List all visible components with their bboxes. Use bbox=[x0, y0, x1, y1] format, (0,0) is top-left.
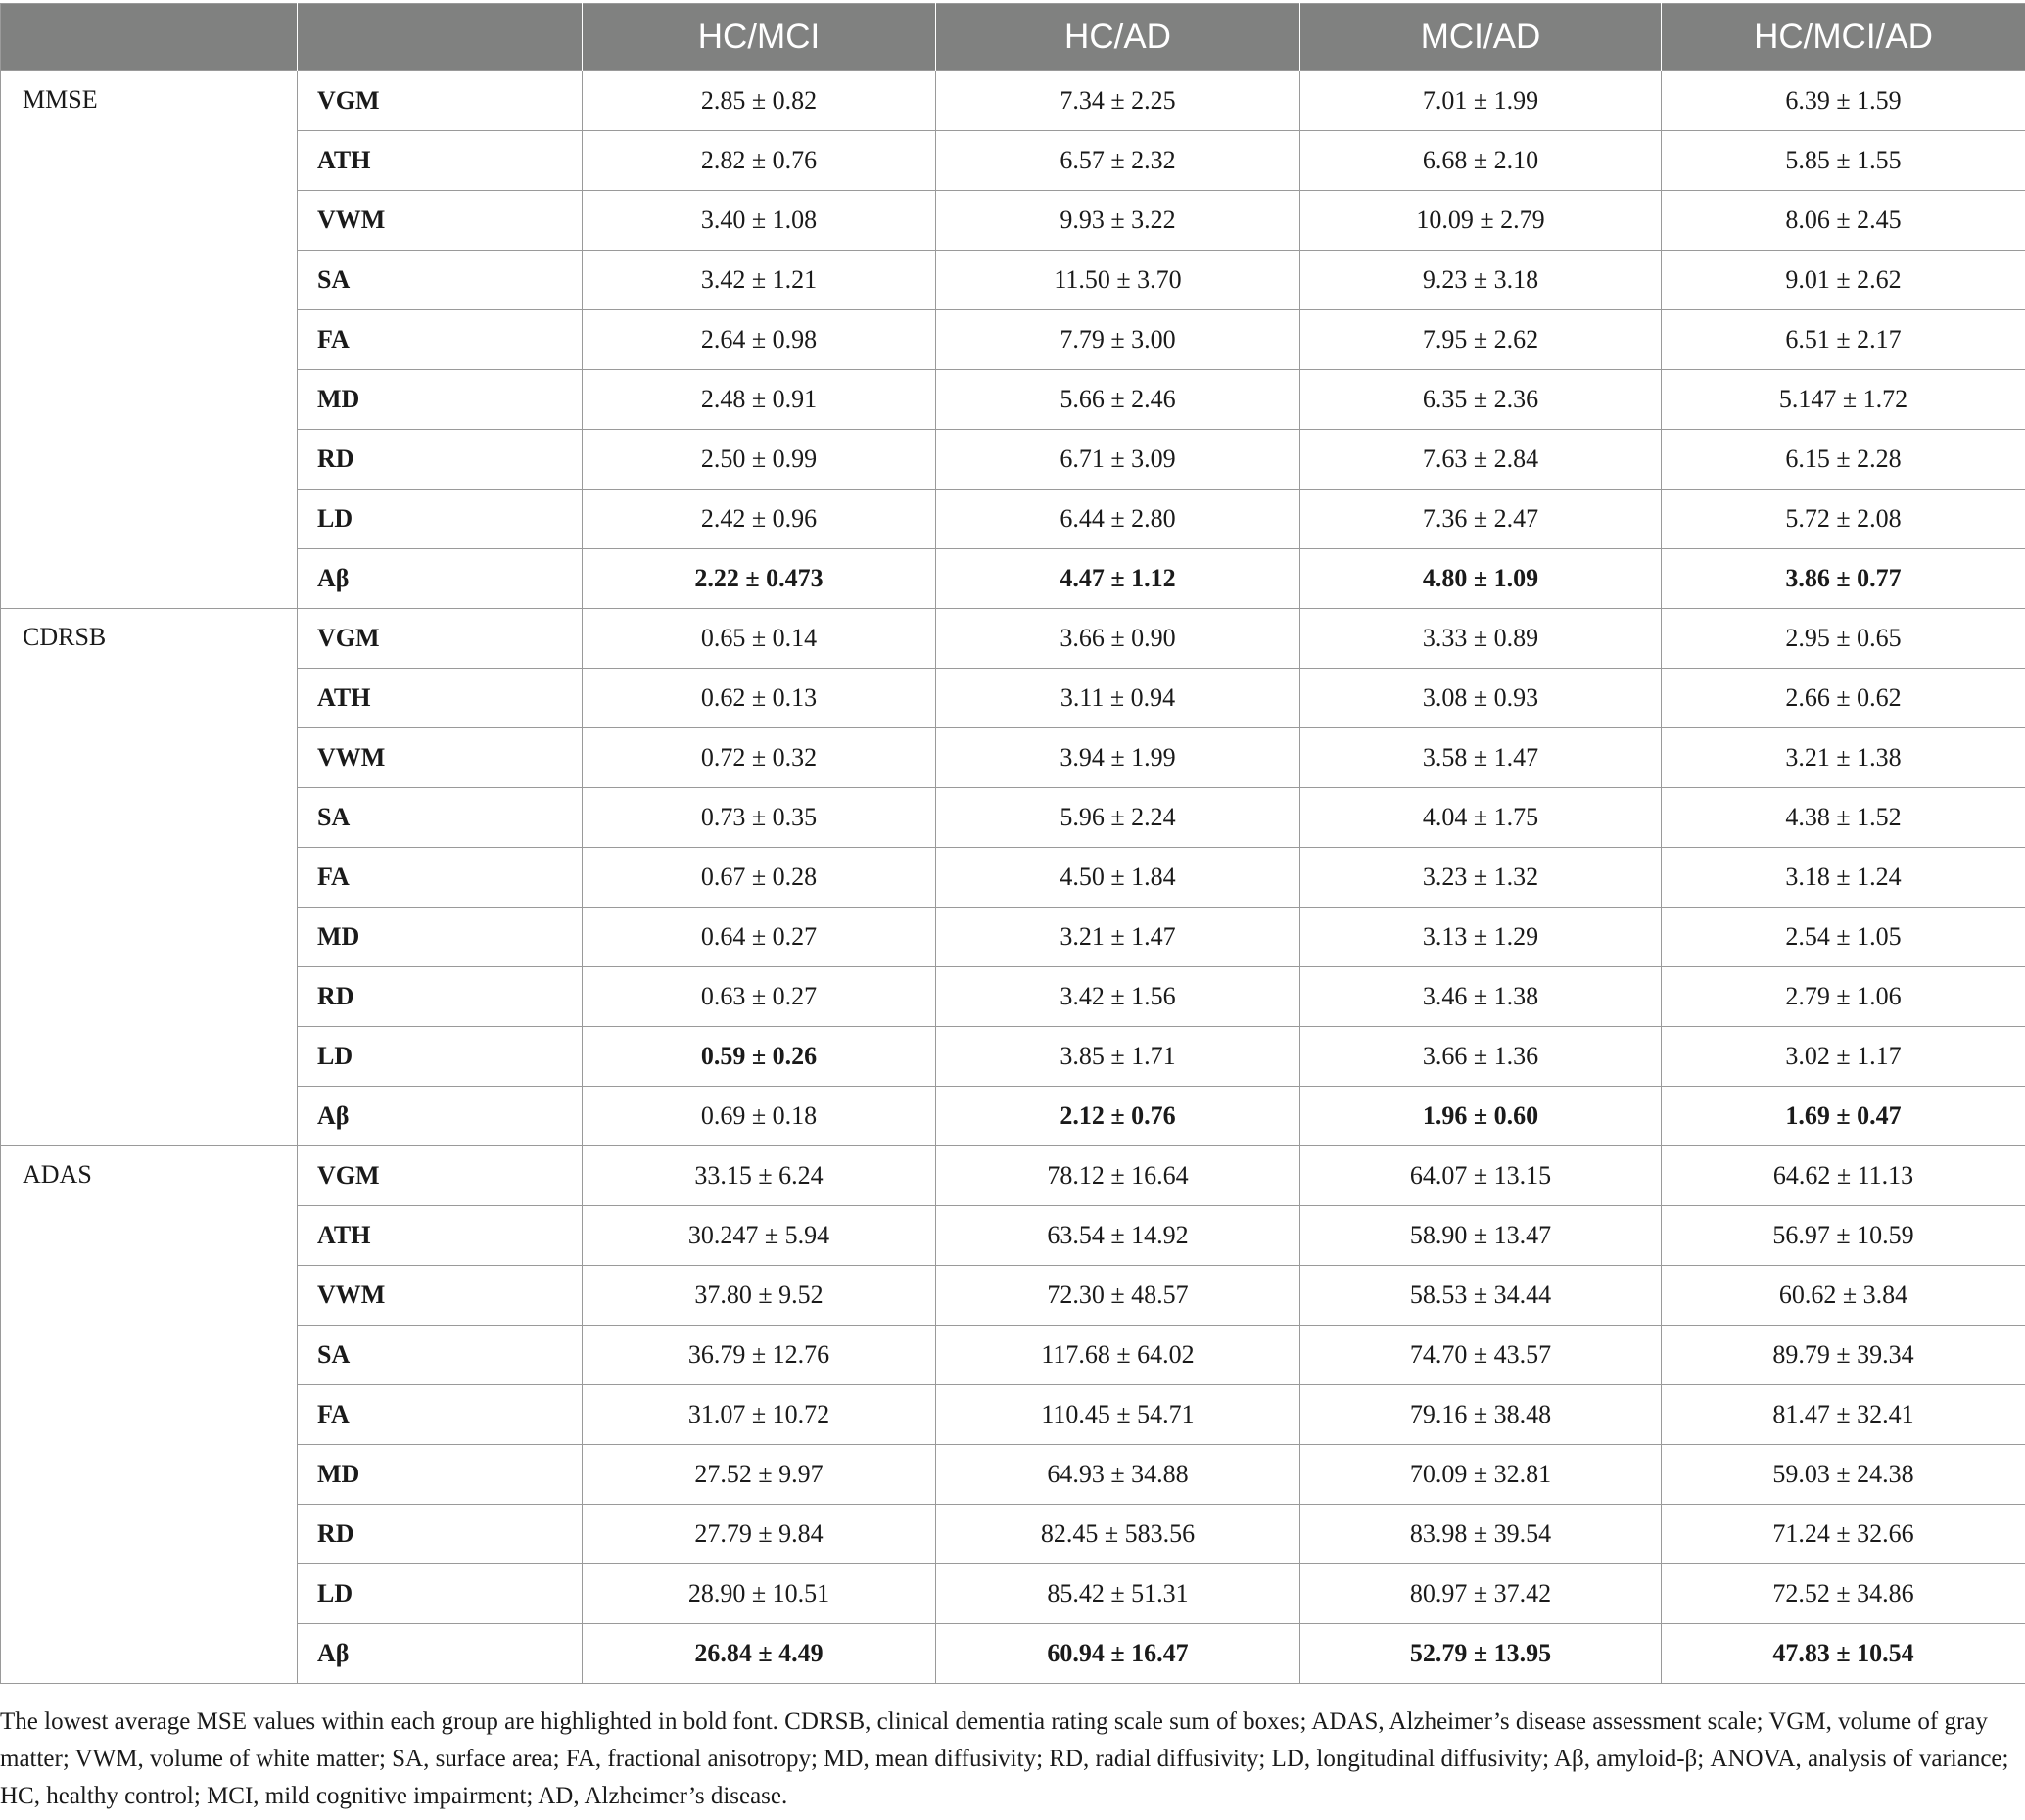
value-cell: 3.23 ± 1.32 bbox=[1300, 848, 1662, 908]
group-label: MMSE bbox=[1, 71, 298, 609]
value-cell: 2.64 ± 0.98 bbox=[583, 310, 936, 370]
value-cell: 3.58 ± 1.47 bbox=[1300, 728, 1662, 788]
value-cell: 5.66 ± 2.46 bbox=[936, 370, 1300, 430]
value-cell: 2.12 ± 0.76 bbox=[936, 1087, 1300, 1146]
value-cell: 2.85 ± 0.82 bbox=[583, 71, 936, 131]
value-cell: 64.62 ± 11.13 bbox=[1662, 1146, 2025, 1206]
feature-label: LD bbox=[298, 490, 583, 549]
value-cell: 2.48 ± 0.91 bbox=[583, 370, 936, 430]
table-row bbox=[1, 490, 2025, 549]
value-cell: 0.63 ± 0.27 bbox=[583, 967, 936, 1027]
value-cell: 58.53 ± 34.44 bbox=[1300, 1266, 1662, 1326]
feature-label: ATH bbox=[298, 669, 583, 728]
feature-label: FA bbox=[298, 848, 583, 908]
table-row bbox=[1, 1445, 2025, 1505]
value-cell: 9.93 ± 3.22 bbox=[936, 191, 1300, 251]
value-cell: 28.90 ± 10.51 bbox=[583, 1564, 936, 1624]
table-row bbox=[1, 370, 2025, 430]
value-cell: 36.79 ± 12.76 bbox=[583, 1326, 936, 1385]
value-cell: 85.42 ± 51.31 bbox=[936, 1564, 1300, 1624]
value-cell: 60.62 ± 3.84 bbox=[1662, 1266, 2025, 1326]
value-cell: 52.79 ± 13.95 bbox=[1300, 1624, 1662, 1684]
feature-label: Aβ bbox=[298, 1624, 583, 1684]
value-cell: 72.30 ± 48.57 bbox=[936, 1266, 1300, 1326]
value-cell: 33.15 ± 6.24 bbox=[583, 1146, 936, 1206]
value-cell: 64.93 ± 34.88 bbox=[936, 1445, 1300, 1505]
table-row bbox=[1, 908, 2025, 967]
value-cell: 59.03 ± 24.38 bbox=[1662, 1445, 2025, 1505]
feature-label: VWM bbox=[298, 728, 583, 788]
value-cell: 5.72 ± 2.08 bbox=[1662, 490, 2025, 549]
value-cell: 78.12 ± 16.64 bbox=[936, 1146, 1300, 1206]
value-cell: 3.18 ± 1.24 bbox=[1662, 848, 2025, 908]
feature-label: VWM bbox=[298, 191, 583, 251]
value-cell: 0.62 ± 0.13 bbox=[583, 669, 936, 728]
value-cell: 3.21 ± 1.47 bbox=[936, 908, 1300, 967]
feature-label: SA bbox=[298, 788, 583, 848]
table-row bbox=[1, 1326, 2025, 1385]
feature-label: ATH bbox=[298, 131, 583, 191]
column-header: HC/MCI/AD bbox=[1662, 4, 2025, 71]
table-row bbox=[1, 1146, 2025, 1206]
value-cell: 3.86 ± 0.77 bbox=[1662, 549, 2025, 609]
value-cell: 9.23 ± 3.18 bbox=[1300, 251, 1662, 310]
value-cell: 2.95 ± 0.65 bbox=[1662, 609, 2025, 669]
feature-label: Aβ bbox=[298, 1087, 583, 1146]
column-header: MCI/AD bbox=[1300, 4, 1662, 71]
value-cell: 7.01 ± 1.99 bbox=[1300, 71, 1662, 131]
value-cell: 6.39 ± 1.59 bbox=[1662, 71, 2025, 131]
value-cell: 79.16 ± 38.48 bbox=[1300, 1385, 1662, 1445]
value-cell: 27.79 ± 9.84 bbox=[583, 1505, 936, 1564]
feature-label: MD bbox=[298, 370, 583, 430]
value-cell: 9.01 ± 2.62 bbox=[1662, 251, 2025, 310]
value-cell: 60.94 ± 16.47 bbox=[936, 1624, 1300, 1684]
feature-label: LD bbox=[298, 1027, 583, 1087]
feature-label: FA bbox=[298, 1385, 583, 1445]
value-cell: 7.79 ± 3.00 bbox=[936, 310, 1300, 370]
feature-label: Aβ bbox=[298, 549, 583, 609]
header-row bbox=[1, 4, 2025, 71]
value-cell: 47.83 ± 10.54 bbox=[1662, 1624, 2025, 1684]
table-row bbox=[1, 1505, 2025, 1564]
value-cell: 5.147 ± 1.72 bbox=[1662, 370, 2025, 430]
value-cell: 30.247 ± 5.94 bbox=[583, 1206, 936, 1266]
table-row bbox=[1, 1385, 2025, 1445]
results-table bbox=[0, 3, 2025, 1684]
value-cell: 3.42 ± 1.56 bbox=[936, 967, 1300, 1027]
value-cell: 6.68 ± 2.10 bbox=[1300, 131, 1662, 191]
value-cell: 37.80 ± 9.52 bbox=[583, 1266, 936, 1326]
value-cell: 3.42 ± 1.21 bbox=[583, 251, 936, 310]
value-cell: 6.57 ± 2.32 bbox=[936, 131, 1300, 191]
value-cell: 117.68 ± 64.02 bbox=[936, 1326, 1300, 1385]
feature-label: MD bbox=[298, 908, 583, 967]
table-row bbox=[1, 251, 2025, 310]
table-row bbox=[1, 131, 2025, 191]
value-cell: 1.69 ± 0.47 bbox=[1662, 1087, 2025, 1146]
value-cell: 7.36 ± 2.47 bbox=[1300, 490, 1662, 549]
table-row bbox=[1, 1624, 2025, 1684]
value-cell: 70.09 ± 32.81 bbox=[1300, 1445, 1662, 1505]
table-header bbox=[1, 4, 2025, 71]
table-footnote: The lowest average MSE values within each group are highlighted in bold font. CDRSB, clinical dementia rating scale sum of boxes; ADAS, Alzheimer’s disease assessment scale; VGM, volume of gray matter; VWM, volume of white matter; SA, surface area; FA, fractional anisotropy; MD, mean diffusivity; RD, radial diffusivity; LD, longitudinal diffusivity; Aβ, amyloid-β; ANOVA, analysis of variance; HC, healthy control; MCI, mild cognitive impairment; AD, Alzheimer’s disease. bbox=[0, 1708, 2009, 1809]
value-cell: 7.95 ± 2.62 bbox=[1300, 310, 1662, 370]
value-cell: 4.47 ± 1.12 bbox=[936, 549, 1300, 609]
value-cell: 4.50 ± 1.84 bbox=[936, 848, 1300, 908]
feature-label: LD bbox=[298, 1564, 583, 1624]
value-cell: 6.35 ± 2.36 bbox=[1300, 370, 1662, 430]
value-cell: 81.47 ± 32.41 bbox=[1662, 1385, 2025, 1445]
value-cell: 4.38 ± 1.52 bbox=[1662, 788, 2025, 848]
value-cell: 5.96 ± 2.24 bbox=[936, 788, 1300, 848]
value-cell: 0.73 ± 0.35 bbox=[583, 788, 936, 848]
value-cell: 5.85 ± 1.55 bbox=[1662, 131, 2025, 191]
table-row bbox=[1, 191, 2025, 251]
column-header bbox=[1, 4, 298, 71]
value-cell: 80.97 ± 37.42 bbox=[1300, 1564, 1662, 1624]
value-cell: 0.72 ± 0.32 bbox=[583, 728, 936, 788]
value-cell: 3.85 ± 1.71 bbox=[936, 1027, 1300, 1087]
value-cell: 11.50 ± 3.70 bbox=[936, 251, 1300, 310]
value-cell: 2.22 ± 0.473 bbox=[583, 549, 936, 609]
value-cell: 3.40 ± 1.08 bbox=[583, 191, 936, 251]
value-cell: 6.15 ± 2.28 bbox=[1662, 430, 2025, 490]
column-header: HC/MCI bbox=[583, 4, 936, 71]
table-body bbox=[1, 71, 2025, 1684]
value-cell: 3.21 ± 1.38 bbox=[1662, 728, 2025, 788]
value-cell: 58.90 ± 13.47 bbox=[1300, 1206, 1662, 1266]
feature-label: VGM bbox=[298, 609, 583, 669]
value-cell: 82.45 ± 583.56 bbox=[936, 1505, 1300, 1564]
value-cell: 6.44 ± 2.80 bbox=[936, 490, 1300, 549]
value-cell: 3.13 ± 1.29 bbox=[1300, 908, 1662, 967]
table-row bbox=[1, 967, 2025, 1027]
value-cell: 6.71 ± 3.09 bbox=[936, 430, 1300, 490]
value-cell: 2.54 ± 1.05 bbox=[1662, 908, 2025, 967]
table-row bbox=[1, 728, 2025, 788]
table-row bbox=[1, 1266, 2025, 1326]
value-cell: 83.98 ± 39.54 bbox=[1300, 1505, 1662, 1564]
feature-label: RD bbox=[298, 1505, 583, 1564]
value-cell: 26.84 ± 4.49 bbox=[583, 1624, 936, 1684]
value-cell: 1.96 ± 0.60 bbox=[1300, 1087, 1662, 1146]
feature-label: ATH bbox=[298, 1206, 583, 1266]
feature-label: RD bbox=[298, 967, 583, 1027]
value-cell: 0.67 ± 0.28 bbox=[583, 848, 936, 908]
table-row bbox=[1, 669, 2025, 728]
value-cell: 6.51 ± 2.17 bbox=[1662, 310, 2025, 370]
table-row bbox=[1, 788, 2025, 848]
feature-label: VGM bbox=[298, 1146, 583, 1206]
value-cell: 3.33 ± 0.89 bbox=[1300, 609, 1662, 669]
column-header bbox=[298, 4, 583, 71]
value-cell: 31.07 ± 10.72 bbox=[583, 1385, 936, 1445]
group-label: ADAS bbox=[1, 1146, 298, 1684]
table-row bbox=[1, 1206, 2025, 1266]
table-row bbox=[1, 430, 2025, 490]
table-row bbox=[1, 549, 2025, 609]
table-row bbox=[1, 310, 2025, 370]
value-cell: 3.66 ± 0.90 bbox=[936, 609, 1300, 669]
table-row bbox=[1, 1564, 2025, 1624]
table-row bbox=[1, 1027, 2025, 1087]
value-cell: 64.07 ± 13.15 bbox=[1300, 1146, 1662, 1206]
value-cell: 7.34 ± 2.25 bbox=[936, 71, 1300, 131]
value-cell: 110.45 ± 54.71 bbox=[936, 1385, 1300, 1445]
feature-label: VWM bbox=[298, 1266, 583, 1326]
value-cell: 2.50 ± 0.99 bbox=[583, 430, 936, 490]
value-cell: 71.24 ± 32.66 bbox=[1662, 1505, 2025, 1564]
value-cell: 0.59 ± 0.26 bbox=[583, 1027, 936, 1087]
value-cell: 2.82 ± 0.76 bbox=[583, 131, 936, 191]
value-cell: 3.94 ± 1.99 bbox=[936, 728, 1300, 788]
feature-label: SA bbox=[298, 1326, 583, 1385]
feature-label: FA bbox=[298, 310, 583, 370]
value-cell: 63.54 ± 14.92 bbox=[936, 1206, 1300, 1266]
value-cell: 74.70 ± 43.57 bbox=[1300, 1326, 1662, 1385]
value-cell: 56.97 ± 10.59 bbox=[1662, 1206, 2025, 1266]
feature-label: MD bbox=[298, 1445, 583, 1505]
value-cell: 10.09 ± 2.79 bbox=[1300, 191, 1662, 251]
value-cell: 3.66 ± 1.36 bbox=[1300, 1027, 1662, 1087]
value-cell: 3.11 ± 0.94 bbox=[936, 669, 1300, 728]
value-cell: 3.08 ± 0.93 bbox=[1300, 669, 1662, 728]
feature-label: SA bbox=[298, 251, 583, 310]
value-cell: 4.04 ± 1.75 bbox=[1300, 788, 1662, 848]
feature-label: VGM bbox=[298, 71, 583, 131]
table-row bbox=[1, 71, 2025, 131]
value-cell: 2.79 ± 1.06 bbox=[1662, 967, 2025, 1027]
value-cell: 2.42 ± 0.96 bbox=[583, 490, 936, 549]
value-cell: 2.66 ± 0.62 bbox=[1662, 669, 2025, 728]
group-label: CDRSB bbox=[1, 609, 298, 1146]
value-cell: 0.65 ± 0.14 bbox=[583, 609, 936, 669]
value-cell: 3.46 ± 1.38 bbox=[1300, 967, 1662, 1027]
column-header: HC/AD bbox=[936, 4, 1300, 71]
value-cell: 7.63 ± 2.84 bbox=[1300, 430, 1662, 490]
table-row bbox=[1, 609, 2025, 669]
value-cell: 4.80 ± 1.09 bbox=[1300, 549, 1662, 609]
value-cell: 72.52 ± 34.86 bbox=[1662, 1564, 2025, 1624]
value-cell: 27.52 ± 9.97 bbox=[583, 1445, 936, 1505]
value-cell: 3.02 ± 1.17 bbox=[1662, 1027, 2025, 1087]
feature-label: RD bbox=[298, 430, 583, 490]
value-cell: 89.79 ± 39.34 bbox=[1662, 1326, 2025, 1385]
value-cell: 0.69 ± 0.18 bbox=[583, 1087, 936, 1146]
value-cell: 0.64 ± 0.27 bbox=[583, 908, 936, 967]
table-row bbox=[1, 1087, 2025, 1146]
table-row bbox=[1, 848, 2025, 908]
value-cell: 8.06 ± 2.45 bbox=[1662, 191, 2025, 251]
